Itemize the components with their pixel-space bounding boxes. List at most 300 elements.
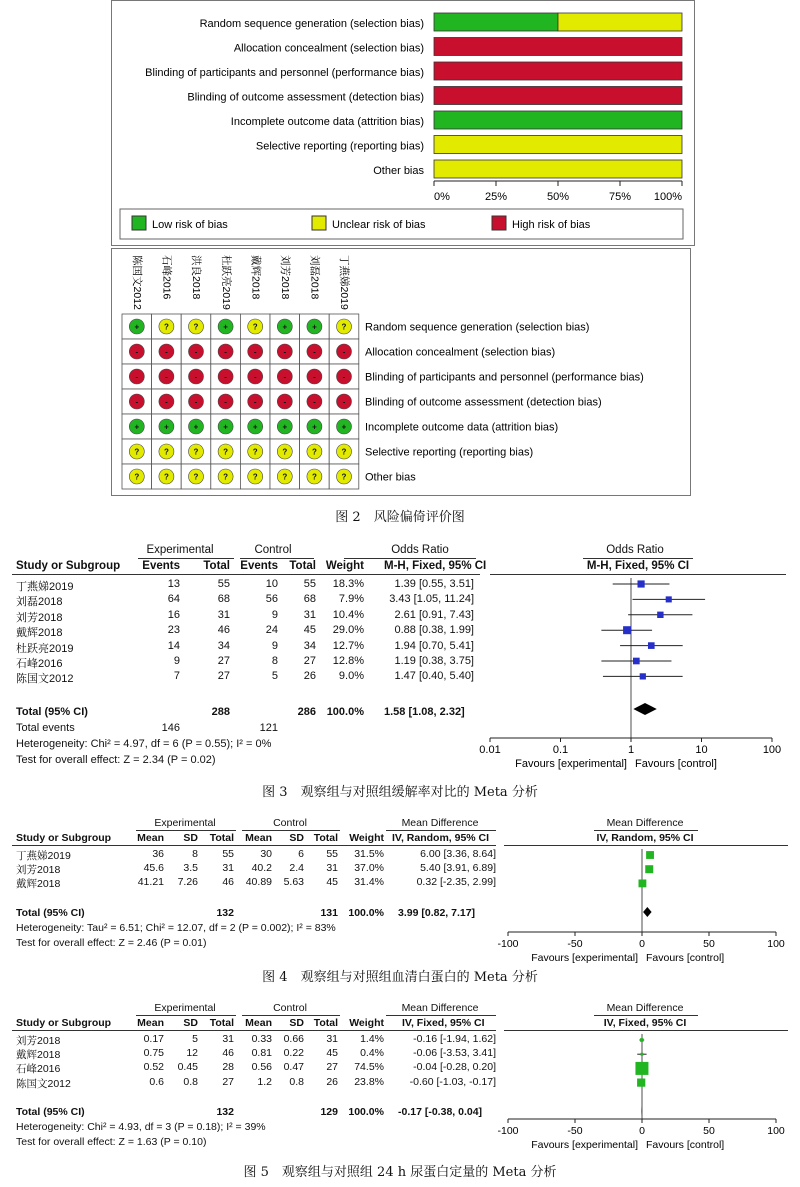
rob-judgement-symbol: - <box>194 347 198 357</box>
figure-5-caption: 图 5 观察组与对照组 24 h 尿蛋白定量的 Meta 分析 <box>243 1165 557 1180</box>
heterogeneity: Heterogeneity: Tau² = 6.51; Chi² = 12.07, df = 2 (P = 0.002); I² = 83% <box>16 922 336 934</box>
ctl-sd: 0.22 <box>283 1047 304 1060</box>
hdr-exp-mean: Mean <box>137 832 164 844</box>
hdr-ctl-events: Events <box>240 560 278 572</box>
legend-swatch-unclear <box>312 216 326 230</box>
ctl-mean: 0.81 <box>251 1047 272 1060</box>
study-name: 戴辉2018 <box>16 1049 61 1062</box>
weight: 12.8% <box>332 655 364 667</box>
effect-ci: -0.04 [-0.28, 0.20] <box>413 1061 496 1074</box>
ctl-total: 55 <box>303 578 316 590</box>
rob-judgement-symbol: - <box>135 372 139 382</box>
rob-judgement-symbol: ? <box>223 447 229 457</box>
ctl-total: 31 <box>326 1033 338 1045</box>
rob-study-label: 刘磊2018 <box>308 255 321 300</box>
effect-ci: 3.43 [1.05, 11.24] <box>389 593 474 606</box>
rob-judgement-symbol: - <box>253 372 257 382</box>
rob-judgement-symbol: - <box>342 397 346 407</box>
hdr-ctl-sd: SD <box>289 1017 304 1029</box>
exp-total: 31 <box>222 862 234 875</box>
rob-judgement-symbol: ? <box>134 472 140 482</box>
hdr-exp-sd: SD <box>183 1017 198 1029</box>
study-estimate-square <box>635 1062 648 1075</box>
exp-mean: 36 <box>152 848 164 860</box>
heterogeneity: Heterogeneity: Chi² = 4.97, df = 6 (P = 0.55); I² = 0% <box>16 738 272 750</box>
rob-judgement-symbol: - <box>224 397 227 407</box>
exp-mean: 41.21 <box>137 876 164 889</box>
rob-judgement-symbol: - <box>165 397 168 407</box>
rob-axis-tick-label: 75% <box>608 191 632 203</box>
rob-judgement-symbol: - <box>165 372 168 382</box>
rob-judgement-symbol: ? <box>341 472 347 482</box>
total-events-label: Total events <box>16 722 75 734</box>
rob-bar-unclear <box>434 136 682 154</box>
rob-study-label: 石峰2016 <box>160 255 173 300</box>
exp-total: 46 <box>217 624 230 637</box>
rob-study-label: 陈国文2012 <box>131 255 144 310</box>
hdr-study: Study or Subgroup <box>16 1017 112 1029</box>
exp-total: 68 <box>217 593 230 606</box>
rob-judgement-symbol: + <box>312 422 317 432</box>
study-name: 陈国文2012 <box>16 673 74 686</box>
total-weight: 100.0% <box>348 1106 384 1118</box>
hdr-exp-total: Total <box>209 832 234 844</box>
forest-plot-3 <box>0 540 800 776</box>
rob-study-label: 戴辉2018 <box>249 255 262 300</box>
risk-of-bias-summary-panel <box>111 248 691 496</box>
exp-total: 31 <box>222 1033 234 1045</box>
ctl-events: 56 <box>265 593 278 606</box>
ctl-total: 34 <box>303 639 316 652</box>
effect-ci: 0.32 [-2.35, 2.99] <box>416 876 496 889</box>
rob-judgement-symbol: + <box>312 322 317 332</box>
legend-swatch-high <box>492 216 506 230</box>
effect-ci: 2.61 [0.91, 7.43] <box>394 608 474 621</box>
legend-label-low: Low risk of bias <box>152 219 228 231</box>
hdr-weight: Weight <box>349 832 384 844</box>
ctl-events: 24 <box>265 624 278 637</box>
study-name: 杜跃亮2019 <box>16 642 74 655</box>
favours-control: Favours [control] <box>646 1139 725 1151</box>
ctl-total: 26 <box>303 670 316 683</box>
hdr-ctl-total: Total <box>313 832 338 844</box>
ctl-mean: 40.2 <box>251 862 272 875</box>
hdr-study: Study or Subgroup <box>16 832 112 844</box>
heterogeneity: Heterogeneity: Chi² = 4.93, df = 3 (P = 0.18); I² = 39% <box>16 1121 266 1133</box>
hdr-ctl-mean: Mean <box>245 832 272 844</box>
rob-judgement-symbol: - <box>194 397 198 407</box>
hdr-control: Control <box>273 817 307 829</box>
effect-ci: 1.19 [0.38, 3.75] <box>394 655 474 667</box>
forest-axis-tick-label: 0.1 <box>552 744 569 756</box>
rob-summary-domain: Selective reporting (reporting bias) <box>365 446 534 459</box>
hdr-weight: Weight <box>349 1017 384 1029</box>
hdr-method-plot: IV, Random, 95% CI <box>596 832 694 844</box>
ctl-total: 27 <box>303 655 316 667</box>
total-weight: 100.0% <box>326 706 364 718</box>
rob-judgement-symbol: - <box>313 397 316 407</box>
ctl-events: 5 <box>271 670 278 683</box>
total-ctl: 131 <box>320 907 338 919</box>
exp-total: 34 <box>217 639 230 652</box>
rob-axis-tick-label: 25% <box>484 191 508 203</box>
rob-judgement-symbol: ? <box>163 322 169 332</box>
ctl-events: 10 <box>265 578 278 590</box>
rob-judgement-symbol: - <box>194 372 198 382</box>
rob-axis-tick-label: 50% <box>546 191 570 203</box>
forest-axis-tick-label: -50 <box>567 938 583 950</box>
overall-effect: Test for overall effect: Z = 2.46 (P = 0.01) <box>16 937 207 949</box>
favours-experimental: Favours [experimental] <box>531 952 638 964</box>
effect-ci: -0.60 [-1.03, -0.17] <box>409 1075 496 1088</box>
study-name: 刘芳2018 <box>16 1035 61 1047</box>
hdr-mean-difference: Mean Difference <box>401 1002 479 1014</box>
hdr-mean-difference-plot: Mean Difference <box>606 817 684 829</box>
ctl-events: 9 <box>271 608 278 621</box>
rob-study-label: 刘芳2018 <box>279 255 292 300</box>
exp-total: 27 <box>222 1075 234 1088</box>
rob-study-label: 杜跃亮2019 <box>219 255 232 310</box>
rob-judgement-symbol: ? <box>193 472 199 482</box>
study-estimate-square <box>639 879 647 887</box>
ctl-sd: 5.63 <box>283 876 304 889</box>
exp-events: 23 <box>167 624 180 637</box>
hdr-experimental: Experimental <box>146 544 214 556</box>
exp-events: 7 <box>173 670 180 683</box>
rob-judgement-symbol: + <box>282 322 288 332</box>
ctl-total: 31 <box>303 608 316 621</box>
effect-ci: -0.06 [-3.53, 3.41] <box>413 1047 496 1060</box>
ctl-sd: 2.4 <box>289 862 304 875</box>
rob-bar-unclear <box>434 160 682 178</box>
rob-judgement-symbol: - <box>313 372 316 382</box>
total-events-ctl: 121 <box>259 722 278 734</box>
exp-sd: 0.8 <box>183 1075 198 1088</box>
hdr-control: Control <box>254 544 292 556</box>
rob-judgement-symbol: ? <box>341 447 347 457</box>
study-name: 丁燕娣2019 <box>16 581 74 593</box>
rob-judgement-symbol: ? <box>163 472 169 482</box>
ctl-events: 9 <box>271 639 278 652</box>
rob-judgement-symbol: ? <box>311 472 317 482</box>
rob-judgement-symbol: - <box>135 347 139 357</box>
forest-plot-5-graph <box>497 1032 790 1158</box>
hdr-mean-difference: Mean Difference <box>401 817 479 829</box>
figure-4-caption: 图 4 观察组与对照组血清白蛋白的 Meta 分析 <box>262 970 538 985</box>
ctl-total: 27 <box>326 1061 338 1074</box>
hdr-odds-ratio-plot: Odds Ratio <box>606 544 664 556</box>
rob-judgement-symbol: - <box>342 347 346 357</box>
exp-events: 9 <box>173 655 180 667</box>
rob-summary-domain: Other bias <box>365 471 416 484</box>
weight: 9.0% <box>338 670 364 683</box>
study-name: 陈国文2012 <box>16 1077 71 1090</box>
rob-domain-label: Random sequence generation (selection bias) <box>199 18 424 30</box>
effect-ci: 1.47 [0.40, 5.40] <box>394 670 474 683</box>
forest-plot-5 <box>0 1000 800 1156</box>
total-ctl: 286 <box>297 706 316 718</box>
total-label: Total (95% CI) <box>16 907 85 919</box>
study-estimate-square <box>633 658 640 665</box>
hdr-method: M-H, Fixed, 95% CI <box>384 560 487 572</box>
hdr-exp-total: Total <box>203 560 230 572</box>
rob-judgement-symbol: ? <box>282 447 288 457</box>
weight: 12.7% <box>332 639 364 652</box>
study-estimate-square <box>637 580 644 587</box>
effect-ci: 0.88 [0.38, 1.99] <box>394 624 474 637</box>
hdr-experimental: Experimental <box>154 817 216 829</box>
total-ci: -0.17 [-0.38, 0.04] <box>398 1106 483 1118</box>
study-estimate-square <box>648 642 655 649</box>
rob-bar-high <box>434 87 682 105</box>
pooled-estimate-diamond <box>633 703 656 715</box>
rob-axis-tick-label: 0% <box>434 191 450 203</box>
favours-experimental: Favours [experimental] <box>531 1139 638 1151</box>
rob-judgement-symbol: + <box>164 422 169 432</box>
forest-axis-tick-label: 100 <box>767 938 785 950</box>
study-estimate-square <box>666 596 672 602</box>
weight: 18.3% <box>332 578 364 590</box>
total-ci: 1.58 [1.08, 2.32] <box>384 706 465 718</box>
rob-bar-low <box>434 13 558 31</box>
exp-total: 27 <box>217 670 230 683</box>
effect-ci: 1.39 [0.55, 3.51] <box>394 578 474 590</box>
effect-ci: 1.94 [0.70, 5.41] <box>394 639 474 652</box>
forest-axis-tick-label: 50 <box>703 1125 715 1137</box>
ctl-mean: 1.2 <box>257 1075 272 1088</box>
rob-judgement-symbol: ? <box>193 322 199 332</box>
exp-sd: 12 <box>186 1047 198 1060</box>
exp-sd: 0.45 <box>177 1061 198 1074</box>
forest-plot-4-graph <box>497 847 790 964</box>
rob-judgement-symbol: - <box>283 347 287 357</box>
forest-axis-tick-label: 100 <box>762 744 782 756</box>
weight: 10.4% <box>332 608 364 621</box>
forest-axis-tick-label: -50 <box>567 1125 583 1137</box>
weight: 74.5% <box>354 1061 384 1074</box>
exp-sd: 5 <box>192 1033 198 1045</box>
ctl-sd: 6 <box>298 848 304 860</box>
favours-control: Favours [control] <box>646 952 725 964</box>
ctl-mean: 40.89 <box>245 876 272 889</box>
rob-judgement-symbol: - <box>224 372 227 382</box>
rob-domain-label: Allocation concealment (selection bias) <box>233 42 424 55</box>
rob-judgement-symbol: - <box>342 372 346 382</box>
study-name: 石峰2016 <box>16 658 63 670</box>
total-label: Total (95% CI) <box>16 706 88 718</box>
rob-judgement-symbol: + <box>193 422 199 432</box>
weight: 23.8% <box>354 1075 384 1088</box>
overall-effect: Test for overall effect: Z = 1.63 (P = 0.10) <box>16 1136 207 1148</box>
exp-mean: 0.75 <box>143 1047 164 1060</box>
exp-events: 14 <box>167 639 180 652</box>
rob-judgement-symbol: ? <box>252 322 258 332</box>
study-estimate-square <box>646 851 654 859</box>
forest-axis-tick-label: 0.01 <box>479 744 501 756</box>
rob-summary-domain: Random sequence generation (selection bias) <box>365 321 590 334</box>
rob-judgement-symbol: - <box>283 372 287 382</box>
effect-ci: -0.16 [-1.94, 1.62] <box>413 1033 496 1045</box>
rob-bar-unclear <box>558 13 682 31</box>
exp-events: 16 <box>167 608 180 621</box>
rob-judgement-symbol: - <box>224 347 227 357</box>
hdr-control: Control <box>273 1002 307 1014</box>
study-estimate-square <box>623 626 631 634</box>
rob-judgement-symbol: ? <box>252 447 258 457</box>
weight: 29.0% <box>332 624 364 637</box>
total-ci: 3.99 [0.82, 7.17] <box>398 907 476 919</box>
forest-axis-tick-label: 50 <box>703 938 715 950</box>
ctl-mean: 0.56 <box>251 1061 272 1074</box>
ctl-mean: 0.33 <box>251 1033 272 1045</box>
ctl-sd: 0.47 <box>283 1061 304 1074</box>
hdr-method: IV, Random, 95% CI <box>392 832 490 844</box>
rob-judgement-symbol: ? <box>282 472 288 482</box>
exp-sd: 3.5 <box>183 862 198 875</box>
rob-judgement-symbol: + <box>134 322 140 332</box>
hdr-mean-difference-plot: Mean Difference <box>606 1002 684 1014</box>
risk-of-bias-graph <box>112 1 694 245</box>
forest-plot-3-graph <box>479 576 786 776</box>
total-events-exp: 146 <box>161 722 180 734</box>
exp-total: 46 <box>222 1047 234 1060</box>
study-name: 刘芳2018 <box>16 864 61 877</box>
total-exp: 288 <box>211 706 230 718</box>
forest-axis-tick-label: 100 <box>767 1125 785 1137</box>
overall-effect: Test for overall effect: Z = 2.34 (P = 0.02) <box>16 754 216 766</box>
forest-axis-tick-label: 0 <box>639 938 645 950</box>
legend-label-unclear: Unclear risk of bias <box>332 219 426 231</box>
weight: 31.4% <box>354 876 384 889</box>
ctl-events: 8 <box>271 655 278 667</box>
favours-control: Favours [control] <box>635 758 717 770</box>
rob-study-label: 洪良2018 <box>190 255 203 300</box>
ctl-total: 26 <box>326 1075 338 1088</box>
study-estimate-square <box>657 612 663 618</box>
forest-axis-tick-label: 10 <box>695 744 708 756</box>
exp-total: 28 <box>222 1061 234 1074</box>
rob-judgement-symbol: ? <box>223 472 229 482</box>
figure-3-caption: 图 3 观察组与对照组缓解率对比的 Meta 分析 <box>262 785 538 800</box>
ctl-sd: 0.66 <box>283 1033 304 1045</box>
rob-judgement-symbol: + <box>252 422 258 432</box>
forest-axis-tick-label: 0 <box>639 1125 645 1137</box>
exp-mean: 0.52 <box>143 1061 164 1074</box>
ctl-total: 45 <box>326 876 338 889</box>
rob-judgement-symbol: - <box>165 347 168 357</box>
rob-study-label: 丁燕娣2019 <box>338 255 351 310</box>
legend-swatch-low <box>132 216 146 230</box>
hdr-exp-events: Events <box>142 560 180 572</box>
favours-experimental: Favours [experimental] <box>515 758 627 770</box>
rob-summary-domain: Allocation concealment (selection bias) <box>365 346 556 359</box>
hdr-study: Study or Subgroup <box>16 560 121 572</box>
exp-total: 27 <box>217 655 230 667</box>
rob-judgement-symbol: - <box>253 347 257 357</box>
rob-domain-label: Incomplete outcome data (attrition bias) <box>230 116 424 128</box>
hdr-method: IV, Fixed, 95% CI <box>402 1017 485 1029</box>
rob-judgement-symbol: + <box>134 422 140 432</box>
rob-judgement-symbol: - <box>135 397 139 407</box>
hdr-ctl-sd: SD <box>289 832 304 844</box>
exp-total: 55 <box>217 578 230 590</box>
ctl-total: 31 <box>326 862 338 875</box>
rob-summary-domain: Blinding of outcome assessment (detection bias) <box>365 396 602 409</box>
study-estimate-square <box>640 1038 644 1042</box>
ctl-total: 45 <box>303 624 316 637</box>
rob-bar-high <box>434 38 682 56</box>
rob-judgement-symbol: - <box>313 347 316 357</box>
hdr-ctl-total: Total <box>313 1017 338 1029</box>
exp-mean: 0.6 <box>149 1075 164 1088</box>
hdr-weight: Weight <box>325 560 364 572</box>
rob-domain-label: Blinding of participants and personnel (performance bias) <box>145 67 424 79</box>
legend-label-high: High risk of bias <box>512 219 591 231</box>
study-name: 戴辉2018 <box>16 878 61 891</box>
rob-summary-domain: Blinding of participants and personnel (performance bias) <box>365 371 644 384</box>
hdr-exp-total: Total <box>209 1017 234 1029</box>
ctl-total: 45 <box>326 1047 338 1060</box>
weight: 1.4% <box>360 1033 384 1045</box>
rob-judgement-symbol: ? <box>252 472 258 482</box>
rob-bar-high <box>434 62 682 80</box>
rob-judgement-symbol: ? <box>341 322 347 332</box>
weight: 0.4% <box>360 1047 384 1060</box>
pooled-estimate-diamond <box>643 907 652 917</box>
total-weight: 100.0% <box>348 907 384 919</box>
rob-axis-tick-label: 100% <box>653 191 682 203</box>
total-exp: 132 <box>216 1106 234 1118</box>
exp-sd: 8 <box>192 848 198 860</box>
total-label: Total (95% CI) <box>16 1106 85 1118</box>
ctl-sd: 0.8 <box>289 1075 304 1088</box>
rob-judgement-symbol: + <box>223 322 228 332</box>
hdr-ctl-total: Total <box>289 560 316 572</box>
study-name: 刘芳2018 <box>16 611 63 624</box>
forest-plot-4 <box>0 815 800 964</box>
weight: 31.5% <box>354 848 384 860</box>
rob-bar-low <box>434 111 682 129</box>
exp-total: 46 <box>222 876 234 889</box>
risk-of-bias-summary <box>112 249 690 495</box>
rob-domain-label: Other bias <box>373 165 424 177</box>
total-ctl: 129 <box>320 1106 338 1118</box>
hdr-method-plot: IV, Fixed, 95% CI <box>603 1017 687 1029</box>
rob-judgement-symbol: - <box>283 397 287 407</box>
hdr-experimental: Experimental <box>154 1002 216 1014</box>
exp-mean: 0.17 <box>143 1033 164 1045</box>
hdr-exp-mean: Mean <box>137 1017 164 1029</box>
rob-judgement-symbol: ? <box>163 447 169 457</box>
study-name: 刘磊2018 <box>16 596 63 609</box>
rob-judgement-symbol: + <box>282 422 288 432</box>
rob-judgement-symbol: + <box>341 422 347 432</box>
rob-summary-domain: Incomplete outcome data (attrition bias) <box>365 421 559 434</box>
effect-ci: 6.00 [3.36, 8.64] <box>420 848 496 860</box>
ctl-total: 55 <box>326 848 338 860</box>
rob-domain-label: Blinding of outcome assessment (detection bias) <box>187 91 424 104</box>
exp-mean: 45.6 <box>143 862 164 875</box>
study-name: 石峰2016 <box>16 1063 61 1076</box>
figure-2-caption: 图 2 风险偏倚评价图 <box>335 510 465 525</box>
risk-of-bias-graph-panel <box>111 0 695 246</box>
rob-judgement-symbol: ? <box>311 447 317 457</box>
study-name: 丁燕娣2019 <box>16 850 71 862</box>
rob-domain-label: Selective reporting (reporting bias) <box>255 140 424 153</box>
rob-judgement-symbol: ? <box>134 447 140 457</box>
forest-axis-tick-label: -100 <box>497 1125 519 1137</box>
forest-axis-tick-label: 1 <box>627 744 635 756</box>
